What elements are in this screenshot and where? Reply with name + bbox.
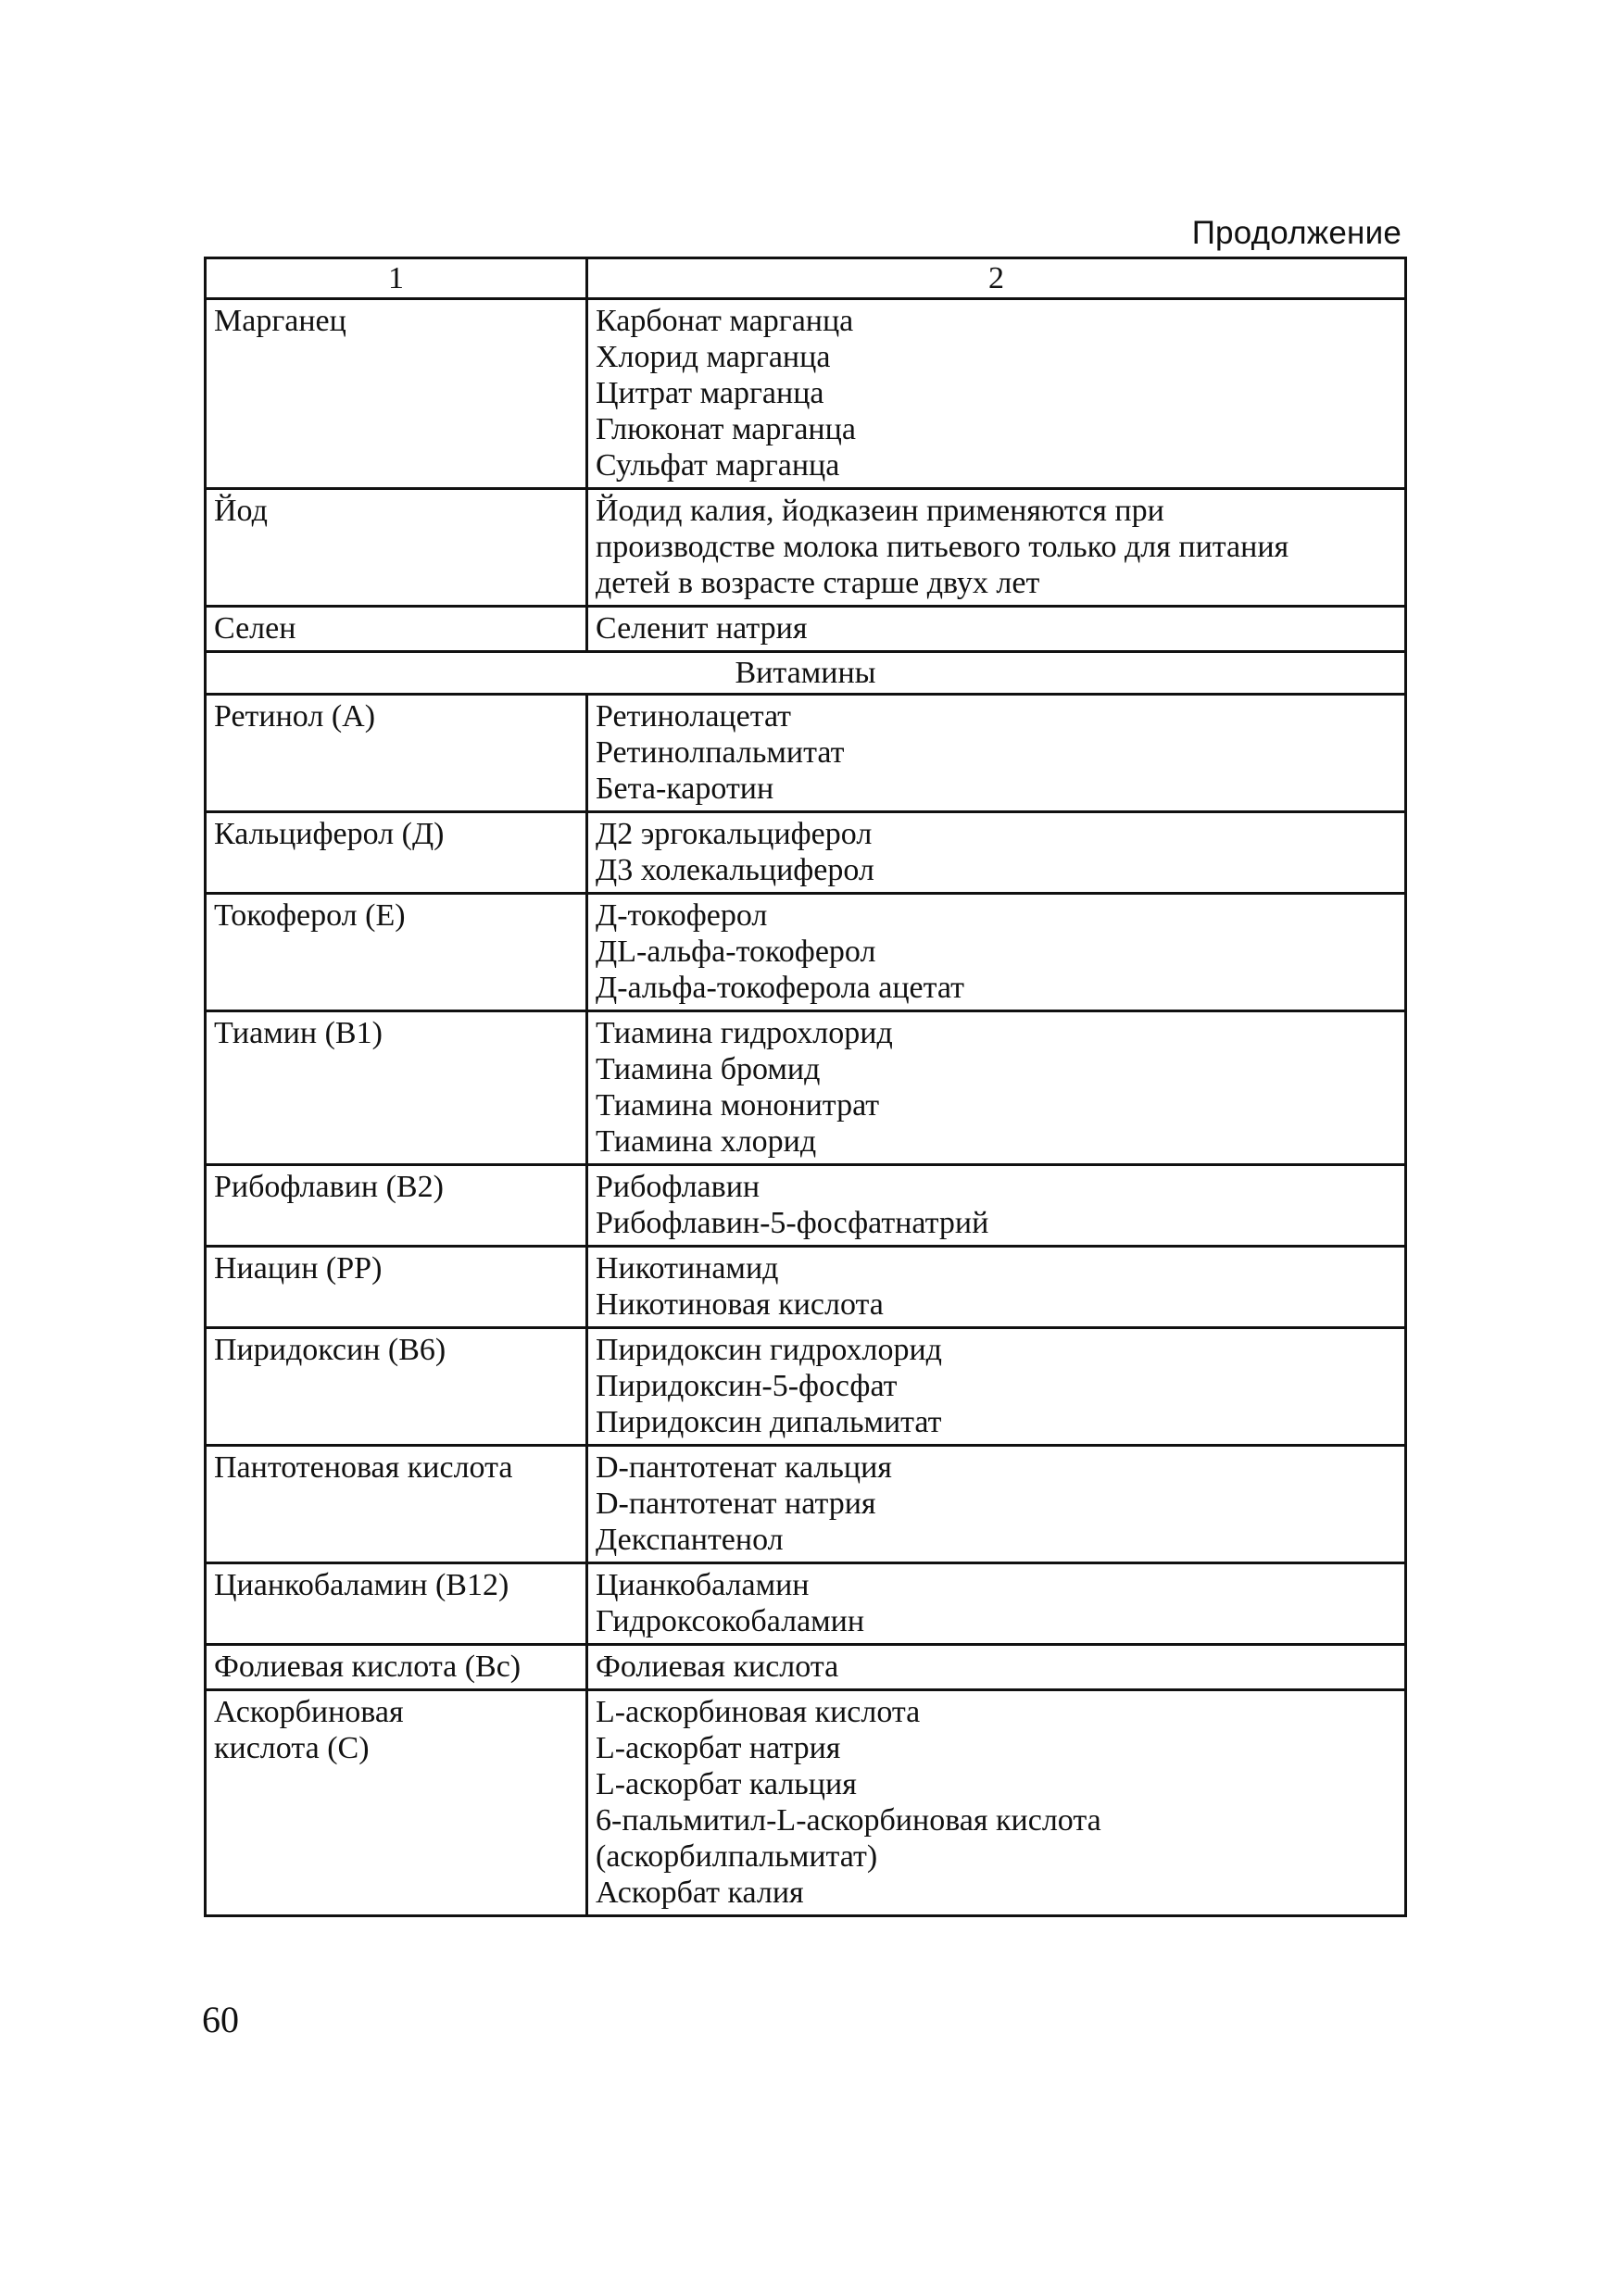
nutrient-form-item: Тиамина бромид xyxy=(596,1052,821,1086)
nutrient-form-item: Пиридоксин дипальмитат xyxy=(596,1405,942,1439)
nutrient-form-item: Тиамина хлорид xyxy=(596,1124,817,1159)
table-row xyxy=(206,1247,1406,1328)
nutrient-name-cell: Рибофлавин (В2) xyxy=(206,1165,587,1247)
nutrient-form-item: Пиридоксин-5-фосфат xyxy=(596,1369,898,1403)
nutrient-form-item: Пиридоксин гидрохлорид xyxy=(596,1333,942,1367)
column-header-2: 2 xyxy=(587,258,1406,299)
table-row xyxy=(206,299,1406,489)
nutrient-form-item: Тиамина гидрохлорид xyxy=(596,1016,893,1050)
nutrient-name-cell: Йод xyxy=(206,489,587,607)
nutrient-form-item: Тиамина мононитрат xyxy=(596,1088,880,1123)
nutrient-table xyxy=(204,257,1407,1917)
nutrient-form-item: Рибофлавин-5-фосфатнатрий xyxy=(596,1206,989,1240)
nutrient-form-item: Цитрат марганца xyxy=(596,376,824,410)
nutrient-form-item: Декспантенол xyxy=(596,1523,784,1557)
page-number: 60 xyxy=(202,1999,239,2040)
column-header-1: 1 xyxy=(206,258,587,299)
nutrient-form-item: ДL-альфа-токоферол xyxy=(596,935,876,969)
nutrient-form-item: Рибофлавин xyxy=(596,1170,761,1204)
nutrient-form-item: D-пантотенат кальция xyxy=(596,1450,892,1485)
nutrient-forms-cell xyxy=(587,607,1406,652)
table-row xyxy=(206,607,1406,652)
nutrient-form-item: Д2 эргокальциферол xyxy=(596,817,873,851)
nutrient-form-item: 6-пальмитил-L-аскорбиновая кислота xyxy=(596,1803,1101,1838)
nutrient-forms-cell xyxy=(587,299,1406,489)
nutrient-form-item: Д-альфа-токоферола ацетат xyxy=(596,971,964,1005)
nutrient-forms-cell xyxy=(587,1165,1406,1247)
nutrient-form-item: Глюконат марганца xyxy=(596,412,856,446)
nutrient-name-cell: Ретинол (А) xyxy=(206,695,587,812)
nutrient-name-cell: Марганец xyxy=(206,299,587,489)
nutrient-form-item: (аскорбилпальмитат) xyxy=(596,1839,878,1874)
table-header-row xyxy=(206,258,1406,299)
nutrient-forms-cell xyxy=(587,1563,1406,1645)
nutrient-forms-cell xyxy=(587,1690,1406,1916)
nutrient-form-item: Д-токоферол xyxy=(596,898,768,933)
nutrient-forms-cell xyxy=(587,1247,1406,1328)
nutrient-forms-cell xyxy=(587,1011,1406,1165)
section-row xyxy=(206,652,1406,695)
nutrient-form-item: Фолиевая кислота xyxy=(596,1650,839,1684)
nutrient-form-item: L-аскорбат натрия xyxy=(596,1731,841,1765)
nutrient-name-cell: Пантотеновая кислота xyxy=(206,1446,587,1563)
nutrient-form-item: Никотинамид xyxy=(596,1251,779,1286)
nutrient-form-item: Аскорбат калия xyxy=(596,1876,804,1910)
table-row xyxy=(206,695,1406,812)
nutrient-form-item: Йодид калия, йодказеин применяются при xyxy=(596,494,1164,528)
table-row xyxy=(206,489,1406,607)
nutrient-name-line: кислота (С) xyxy=(214,1731,370,1765)
nutrient-form-item: Сульфат марганца xyxy=(596,448,840,483)
nutrient-name-cell xyxy=(206,1690,587,1916)
nutrient-form-item: L-аскорбат кальция xyxy=(596,1767,857,1801)
nutrient-form-item: D-пантотенат натрия xyxy=(596,1487,876,1521)
continuation-label: Продолжение xyxy=(1191,215,1402,251)
table-row xyxy=(206,1011,1406,1165)
nutrient-form-item: детей в возрасте старше двух лет xyxy=(596,566,1040,600)
nutrient-form-item: L-аскорбиновая кислота xyxy=(596,1695,921,1729)
nutrient-forms-cell xyxy=(587,489,1406,607)
nutrient-form-item: Никотиновая кислота xyxy=(596,1287,884,1322)
table-row xyxy=(206,1328,1406,1446)
nutrient-name-line: Аскорбиновая xyxy=(214,1695,404,1729)
nutrient-name-cell: Кальциферол (Д) xyxy=(206,812,587,894)
nutrient-forms-cell xyxy=(587,1328,1406,1446)
nutrient-form-item: производстве молока питьевого только для питания xyxy=(596,530,1289,564)
nutrient-form-item: Бета-каротин xyxy=(596,772,774,806)
nutrient-forms-cell xyxy=(587,894,1406,1011)
table-body xyxy=(206,258,1406,1916)
section-title: Витамины xyxy=(206,652,1406,695)
nutrient-name-cell: Селен xyxy=(206,607,587,652)
nutrient-name-cell: Пиридоксин (В6) xyxy=(206,1328,587,1446)
table-row xyxy=(206,1563,1406,1645)
nutrient-name-cell: Токоферол (Е) xyxy=(206,894,587,1011)
nutrient-name-cell: Тиамин (В1) xyxy=(206,1011,587,1165)
table-row xyxy=(206,1690,1406,1916)
nutrient-form-item: Карбонат марганца xyxy=(596,304,854,338)
nutrient-form-item: Цианкобаламин xyxy=(596,1568,810,1602)
table-row xyxy=(206,812,1406,894)
nutrient-form-item: Ретинолпальмитат xyxy=(596,735,845,770)
nutrient-forms-cell xyxy=(587,695,1406,812)
nutrient-name-cell: Цианкобаламин (В12) xyxy=(206,1563,587,1645)
nutrient-forms-cell xyxy=(587,1645,1406,1690)
nutrient-form-item: Хлорид марганца xyxy=(596,340,831,374)
nutrient-forms-cell xyxy=(587,812,1406,894)
nutrient-name-cell: Ниацин (РР) xyxy=(206,1247,587,1328)
table-row xyxy=(206,1446,1406,1563)
table-row xyxy=(206,894,1406,1011)
nutrient-name-cell: Фолиевая кислота (Вс) xyxy=(206,1645,587,1690)
table-row xyxy=(206,1165,1406,1247)
nutrient-form-item: Д3 холекальциферол xyxy=(596,853,874,887)
nutrient-form-item: Селенит натрия xyxy=(596,611,808,646)
nutrient-form-item: Гидроксокобаламин xyxy=(596,1604,865,1638)
nutrient-forms-cell xyxy=(587,1446,1406,1563)
table-row xyxy=(206,1645,1406,1690)
nutrient-form-item: Ретинолацетат xyxy=(596,699,792,734)
